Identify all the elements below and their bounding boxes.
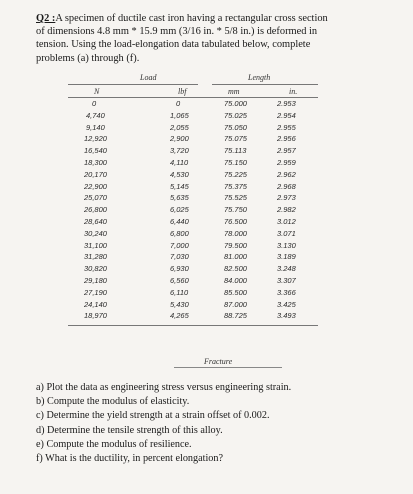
table-cell: 7,030 [170, 252, 189, 262]
table-cell: 12,920 [84, 134, 107, 144]
fracture-rule [174, 367, 282, 368]
unit-in: in. [289, 87, 298, 96]
table-cell: 24,140 [84, 299, 107, 309]
table-cell: 9,140 [86, 122, 105, 132]
table-cell: 4,530 [170, 169, 189, 179]
problem-statement [36, 12, 388, 65]
table-cell: 75.075 [224, 134, 247, 144]
task-f: f) What is the ductility, in percent elongation? [36, 453, 223, 465]
unit-lbf: lbf [178, 87, 187, 96]
table-cell: 28,640 [84, 216, 107, 226]
table-cell: 75.050 [224, 122, 247, 132]
length-header-rule [212, 84, 318, 85]
table-cell: 75.375 [224, 181, 247, 191]
intro-line-4: problems (a) through (f). [36, 52, 140, 64]
table-cell: 7,000 [170, 240, 189, 250]
table-cell: 84.000 [224, 275, 247, 285]
table-cell: 3.130 [277, 240, 296, 250]
table-cell: 18,970 [84, 311, 107, 321]
table-cell: 6,110 [170, 287, 189, 297]
table-cell: 1,065 [170, 110, 189, 120]
intro-line-1: Q2 :A specimen of ductile cast iron having a rectangular cross section [36, 13, 328, 24]
table-cell: 79.500 [224, 240, 247, 250]
table-cell: 88.725 [224, 311, 247, 321]
table-cell: 75.113 [224, 146, 247, 156]
load-header-rule [68, 84, 198, 85]
table-cell: 3.493 [277, 311, 296, 321]
table-cell: 5,145 [170, 181, 189, 191]
table-cell: 75.525 [224, 193, 247, 203]
table-cell: 0 [92, 99, 97, 108]
table-cell: 2,900 [170, 134, 189, 144]
table-cell: 2.968 [277, 181, 296, 191]
table-cell: 30,820 [84, 264, 107, 274]
task-d: d) Determine the tensile strength of this alloy. [36, 424, 223, 436]
table-cell: 3.366 [277, 287, 296, 297]
units-rule [68, 97, 318, 98]
question-label: Q2 : [36, 13, 56, 24]
intro-line-2: of dimensions 4.8 mm * 15.9 mm (3/16 in. * 5/8 in.) is deformed in [36, 26, 318, 38]
table-cell: 20,170 [84, 169, 107, 179]
table-cell: 3.307 [277, 275, 296, 285]
table-cell: 4,740 [86, 110, 105, 120]
task-e: e) Compute the modulus of resilience. [36, 438, 192, 450]
table-cell: 2.955 [277, 122, 296, 132]
table-cell: 2.953 [277, 99, 296, 108]
table-cell: 85.500 [224, 287, 247, 297]
length-group-header: Length [248, 73, 271, 82]
table-cell: 6,800 [170, 228, 189, 238]
table-cell: 78.000 [224, 228, 247, 238]
table-cell: 2.962 [277, 169, 296, 179]
table-cell: 82.500 [224, 264, 247, 274]
table-cell: 75.150 [224, 157, 247, 167]
task-b: b) Compute the modulus of elasticity. [36, 396, 190, 408]
table-cell: 2.957 [277, 146, 296, 156]
table-cell: 26,800 [84, 205, 107, 215]
table-cell: 2.956 [277, 134, 296, 144]
table-cell: 5,635 [170, 193, 189, 203]
table-cell: 30,240 [84, 228, 107, 238]
table-cell: 87.000 [224, 299, 247, 309]
table-cell: 0 [176, 99, 181, 108]
table-cell: 76.500 [224, 216, 247, 226]
table-cell: 6,930 [170, 264, 189, 274]
table-cell: 75.025 [224, 110, 247, 120]
unit-newton: N [94, 87, 100, 96]
fracture-label: Fracture [204, 357, 233, 366]
table-cell: 31,280 [84, 252, 107, 262]
table-cell: 81.000 [224, 252, 247, 262]
intro-line-3: tension. Using the load-elongation data tabulated below, complete [36, 39, 311, 51]
table-cell: 4,110 [170, 157, 189, 167]
task-c: c) Determine the yield strength at a strain offset of 0.002. [36, 410, 270, 422]
table-cell: 3.248 [277, 264, 296, 274]
table-cell: 2.973 [277, 193, 296, 203]
table-cell: 75.000 [224, 99, 247, 108]
table-cell: 3.071 [277, 228, 296, 238]
load-group-header: Load [140, 73, 157, 82]
table-cell: 2,055 [170, 122, 189, 132]
table-cell: 16,540 [84, 146, 107, 156]
table-cell: 22,900 [84, 181, 107, 191]
load-elongation-table [64, 99, 316, 323]
table-cell: 29,180 [84, 275, 107, 285]
table-cell: 25,070 [84, 193, 107, 203]
unit-mm: mm [228, 87, 240, 96]
table-cell: 2.954 [277, 110, 296, 120]
table-cell: 31,100 [84, 240, 107, 250]
table-cell: 5,430 [170, 299, 189, 309]
table-cell: 3.012 [277, 216, 296, 226]
task-a: a) Plot the data as engineering stress versus engineering strain. [36, 382, 292, 393]
table-cell: 75.225 [224, 169, 247, 179]
task-list [36, 381, 396, 466]
table-cell: 2.959 [277, 157, 296, 167]
table-cell: 3.425 [277, 299, 296, 309]
table-cell: 18,300 [84, 157, 107, 167]
table-cell: 27,190 [84, 287, 107, 297]
table-cell: 3,720 [170, 146, 189, 156]
table-cell: 6,440 [170, 216, 189, 226]
table-cell: 75.750 [224, 205, 247, 215]
table-bottom-rule [68, 325, 318, 326]
table-cell: 3.189 [277, 252, 296, 262]
table-cell: 6,025 [170, 205, 189, 215]
table-cell: 6,560 [170, 275, 189, 285]
table-cell: 4,265 [170, 311, 189, 321]
table-cell: 2.982 [277, 205, 296, 215]
